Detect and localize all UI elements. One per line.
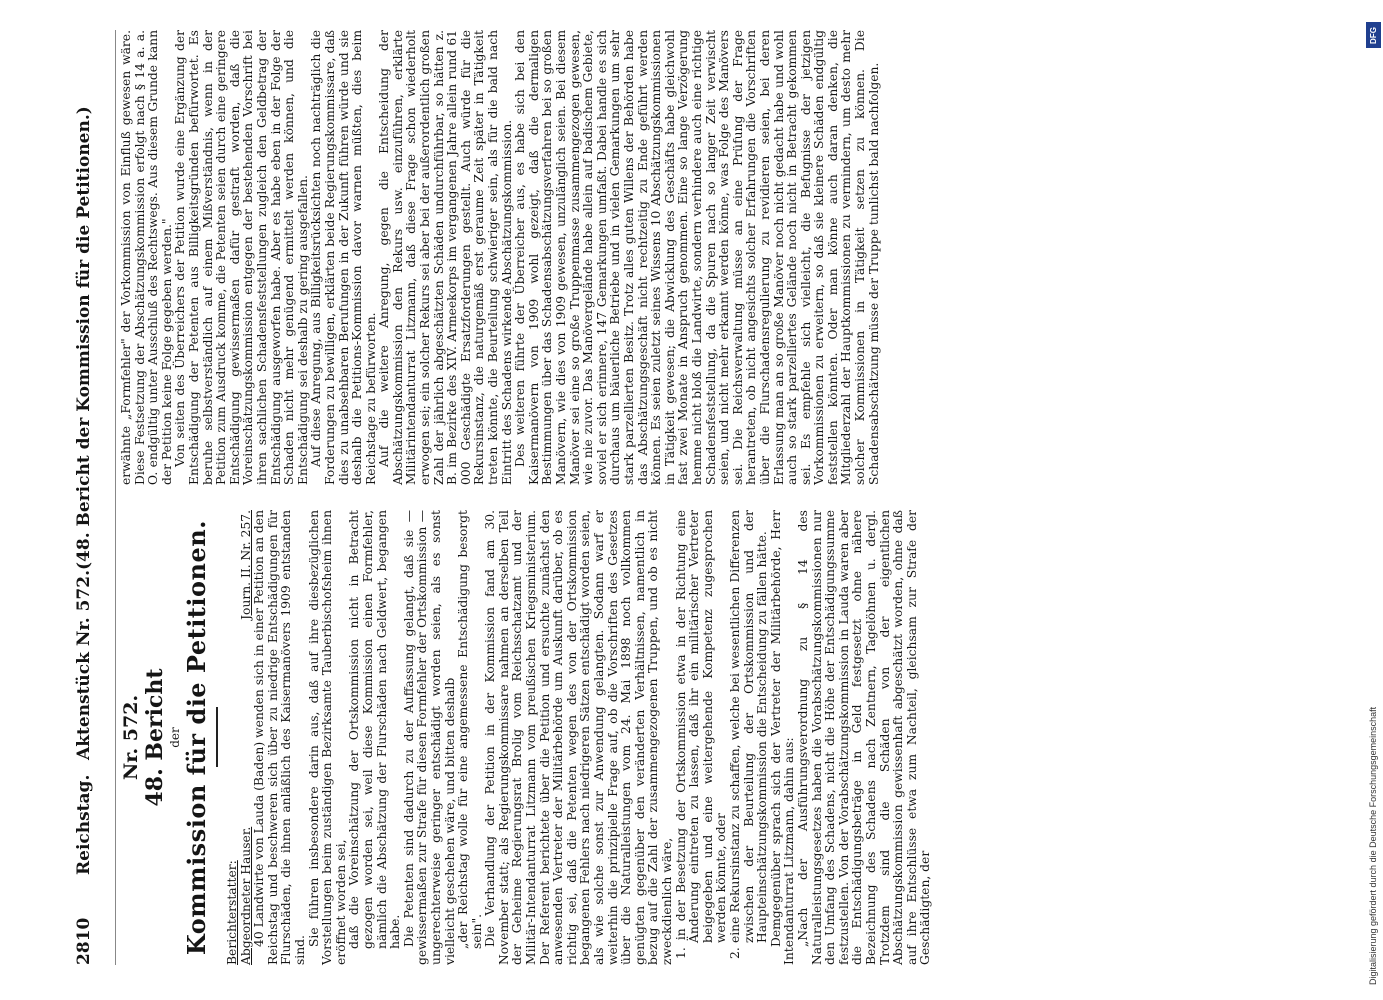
paragraph: Die Verhandlung der Petition in der Kommission fand am 30. November statt; als Regierungskommissare nahmen an derselben Teil der Geheime Regierungsrat Brolig vom Reichsschatzamt und der Militär-Intendanturrat Litzmann vom preußischen Kriegsministerium. Der Referent berichtete über die Petition und ersuchte zunächst den anwesenden Vertreter der Militärbehörde um Auskunft darüber, ob es richtig sei, daß die Petenten wegen des von der Ortskommission begangenen Fehlers nach niedrigeren Sätzen entschädigt worden seien, als wie solche sonst zur Anwendung gelangten. Sodann warf er weiterhin die prinzipielle Frage auf, ob die Vorschriften des Gesetzes über die Naturalleistungen vom 24. Mai 1898 noch vollkommen genügten gegenüber den veränderten Verhältnissen, namentlich in bezug auf die Zahl der zusammengezogenen Truppen, und ob es nicht zweckdienlich wäre, bbox=[483, 510, 674, 965]
paragraph: 40 Landwirte von Lauda (Baden) wenden sich in einer Petition an den Reichstag und beschweren sich über zu niedrige Entschädigungen für Flurschäden, die ihnen anläßlich des Kaisermanövers 1909 entstanden sind. bbox=[252, 510, 307, 965]
column-1 bbox=[120, 510, 933, 965]
reporter-row bbox=[240, 510, 254, 965]
document-number: Nr. 572. bbox=[120, 694, 142, 781]
reporter-name: Abgeordneter Hauser. bbox=[238, 826, 253, 965]
page-number: 2810 bbox=[74, 917, 94, 965]
kommission-heading: Kommission für die Petitionen. bbox=[182, 519, 211, 956]
running-header bbox=[68, 15, 98, 965]
paragraph: Des weiteren führte der Überreicher aus, es habe sich bei den Kaisermanövern von 1909 wohl gezeigt, daß die dermaligen Bestimmungen über das Schadensabschätzungsverfahren bei so großen Manövern, wie dies von 1909 gewesen, unzulänglich seien. Bei diesem Manöver sei eine so große Truppenmasse zusammengezogen gewesen, wie nie zuvor. Das Manövergelände habe allein auf badischem Gebiete, soviel er sich erinnere, 147 Gemarkungen umfaßt. Dabei handle es sich durchaus um bäuerliche Betriebe und in vielen Gemarkungen um sehr stark parzellierten Besitz. Trotz alles guten Willens der Behörden habe das Abschätzungsgeschäft nicht rechtzeitig zu Ende geführt werden können. Es seien zuletzt seines Wissens 10 Abschätzungskommissionen in Tätigkeit gewesen; die Abwicklung des Geschäfts habe gleichwohl fast zwei Monate in Anspruch genommen. Eine so lange Verzögerung hemme nicht bloß die Landwirte, sondern verhindere auch eine richtige Schadensfeststellung, da die Spuren nach so langer Zeit verwischt seien, und nicht mehr erkannt werden könne, was Folge des Manövers sei. Die Reichsverwaltung müsse an eine Prüfung der Frage herantreten, ob nicht angesichts solcher Erfahrungen die Vorschriften über die Flurschadensregulierung zu revidieren seien, bei deren Erlassung man an so große Manöver noch nicht gedacht habe und wohl auch so stark parzelliertes Gelände noch nicht in Betracht gekommen sei. Es empfehle sich vielleicht, die Befugnisse der jetzigen Vorkommissionen zu erweitern, so daß sie kleinere Schäden endgültig feststellen könnten. Oder man könne auch daran denken, die Mitgliederzahl der Hauptkommissionen zu vermindern, um desto mehr solcher Kommissionen in Tätigkeit setzen zu können. Die Schadensabschätzung müsse der Truppe tunlichst bald nachfolgen. bbox=[513, 30, 881, 485]
running-title: (48. Bericht der Kommission für die Petitionen.) bbox=[74, 106, 94, 570]
paragraph: „Nach der Ausführungsverordnung zu § 14 des Naturalleistungsgesetzes haben die Vorabschätzungskommissionen nur den Umfang des Schadens, nicht die Höhe der Entschädigungssumme festzustellen. Von der Vorabschätzungskommission in Lauda waren aber die Entschädigungsbeträge in Geld festgesetzt ohne nähere Bezeichnung des Schadens nach Zentnern, Tagelöhnen u. dergl. Trotzdem sind die Schäden von der eigentlichen Abschätzungskommission gewissenhaft abgeschätzt worden, ohne daß auf ihre Entschlüsse etwa zum Nachteil, gleichsam zur Strafe der Geschädigten, der bbox=[795, 510, 933, 965]
quote-paragraph: daß die Voreinschätzung der Ortskommission nicht in Betracht gezogen worden sei, weil diese Kommission einen Formfehler, nämlich die Abschätzung der Flurschäden nach Geldwert, begangen habe. bbox=[347, 510, 403, 949]
paragraph: Von seiten des Überreichers der Petition wurde eine Ergänzung der Entschädigung der Petenten aus Billigkeitsgründen befürwortet. Es beruhe selbstverständlich auf einem Mißverständnis, wenn in der Petition zum Ausdruck komme, die Petenten seien durch eine geringere Entschädigung gewissermaßen dafür gestraft worden, daß die Voreinschätzungskommission entgegen der bestehenden Vorschrift bei ihren sachlichen Schadensfeststellungen zugleich den Geldbetrag der Entschädigung ausgeworfen habe. Aber es habe eben in der Folge der Schaden nicht mehr genügend ermittelt werden können, und die Entschädigung sei deshalb zu gering ausgefallen. bbox=[173, 30, 310, 485]
list-item: 2. eine Rekursinstanz zu schaffen, welche bei wesentlichen Differenzen zwischen der Beurteilung der Ortskommission und der Haupteinschätzungskommission die Entscheidung zu fällen hätte. bbox=[727, 510, 770, 959]
journal-number: Journ. II. Nr. 257. bbox=[238, 510, 253, 620]
paragraph: Sie führen insbesondere darin aus, daß auf ihre diesbezüglichen Vorstellungen beim zuständigen Bezirksamte Tauberbischofsheim ihnen eröffnet worden sei, bbox=[306, 510, 348, 965]
paragraph: Auf die weitere Anregung, gegen die Entscheidung der Abschätzungskommission den Rekurs usw. einzuführen, erklärte Militärintendanturrat Litzmann, daß diese Frage schon wiederholt erwogen sei; ein solcher Rekurs sei aber bei der außerordentlich großen Zahl der jährlich abgeschätzten Schäden undurchführbar, so hätten z. B. im Bezirke des XIV. Armeekorps im vergangenen Jahre allein rund 61 000 Geschädigte Ersatzforderungen gestellt. Auch würde für die Rekursinstanz, die naturgemäß erst geraume Zeit später in Tätigkeit treten könnte, die Beurteilung schwieriger sein, als für die bald nach Eintritt des Schadens wirkende Abschätzungskommission. bbox=[377, 30, 514, 485]
paragraph: erwähnte „Formfehler" der Vorkommission von Einfluß gewesen wäre. Diese Festsetzung der Abschätzungskommission erfolgt nach § 14 a. a. O. endgültig unter Ausschluß des Rechtswegs. Aus diesem Grunde kann der Petition keine Folge gegeben werden." bbox=[119, 30, 174, 485]
bericht-heading: 48. Bericht bbox=[142, 668, 168, 807]
list-item: 1. in der Besetzung der Ortskommission etwa in der Richtung eine Änderung eintreten zu lassen, daß ihr ein militärischer Vertreter beigegeben und eine weitergehende Kompetenz zugesprochen werden könnte, oder bbox=[673, 510, 729, 959]
header-rule bbox=[115, 30, 116, 965]
dfg-logo: DFG bbox=[1366, 22, 1381, 48]
title-block bbox=[120, 510, 218, 965]
paragraph: Demgegenüber sprach sich der Vertreter der Militärbehörde, Herr Intendanturrat Litzmann, dahin aus: bbox=[768, 510, 797, 965]
column-2 bbox=[120, 30, 1300, 485]
aktenstueck-label: Aktenstück Nr. 572. bbox=[74, 569, 94, 760]
digitization-note: Digitalisierung gefördert durch die Deutsche Forschungsgemeinschaft bbox=[1368, 706, 1378, 985]
quote-paragraph: „der Reichstag wolle für eine angemessene Entschädigung besorgt sein". bbox=[456, 510, 484, 949]
reichstag-label: Reichstag. bbox=[74, 774, 94, 875]
title-rule bbox=[216, 708, 218, 768]
reporter-label: Berichterstatter: bbox=[225, 860, 239, 965]
der-label: der bbox=[168, 727, 182, 748]
paragraph: Die Petenten sind dadurch zu der Auffassung gelangt, daß sie — gewissermaßen zur Strafe für diesen Formfehler der Ortskommission — ungerechterweise geringer entschädigt worden seien, als es sonst vielleicht geschehen wäre, und bitten deshalb bbox=[401, 510, 457, 965]
paragraph: Auf diese Anregung, aus Billigkeitsrücksichten noch nachträglich die Forderungen zu bewilligen, erklärten beide Regierungskommissare, daß dies zu unabsehbaren Berufungen in der Zukunft führen würde und sie deshalb die Petitions-Kommission davor warnen müßten, dies beim Reichstage zu befürworten. bbox=[309, 30, 378, 485]
